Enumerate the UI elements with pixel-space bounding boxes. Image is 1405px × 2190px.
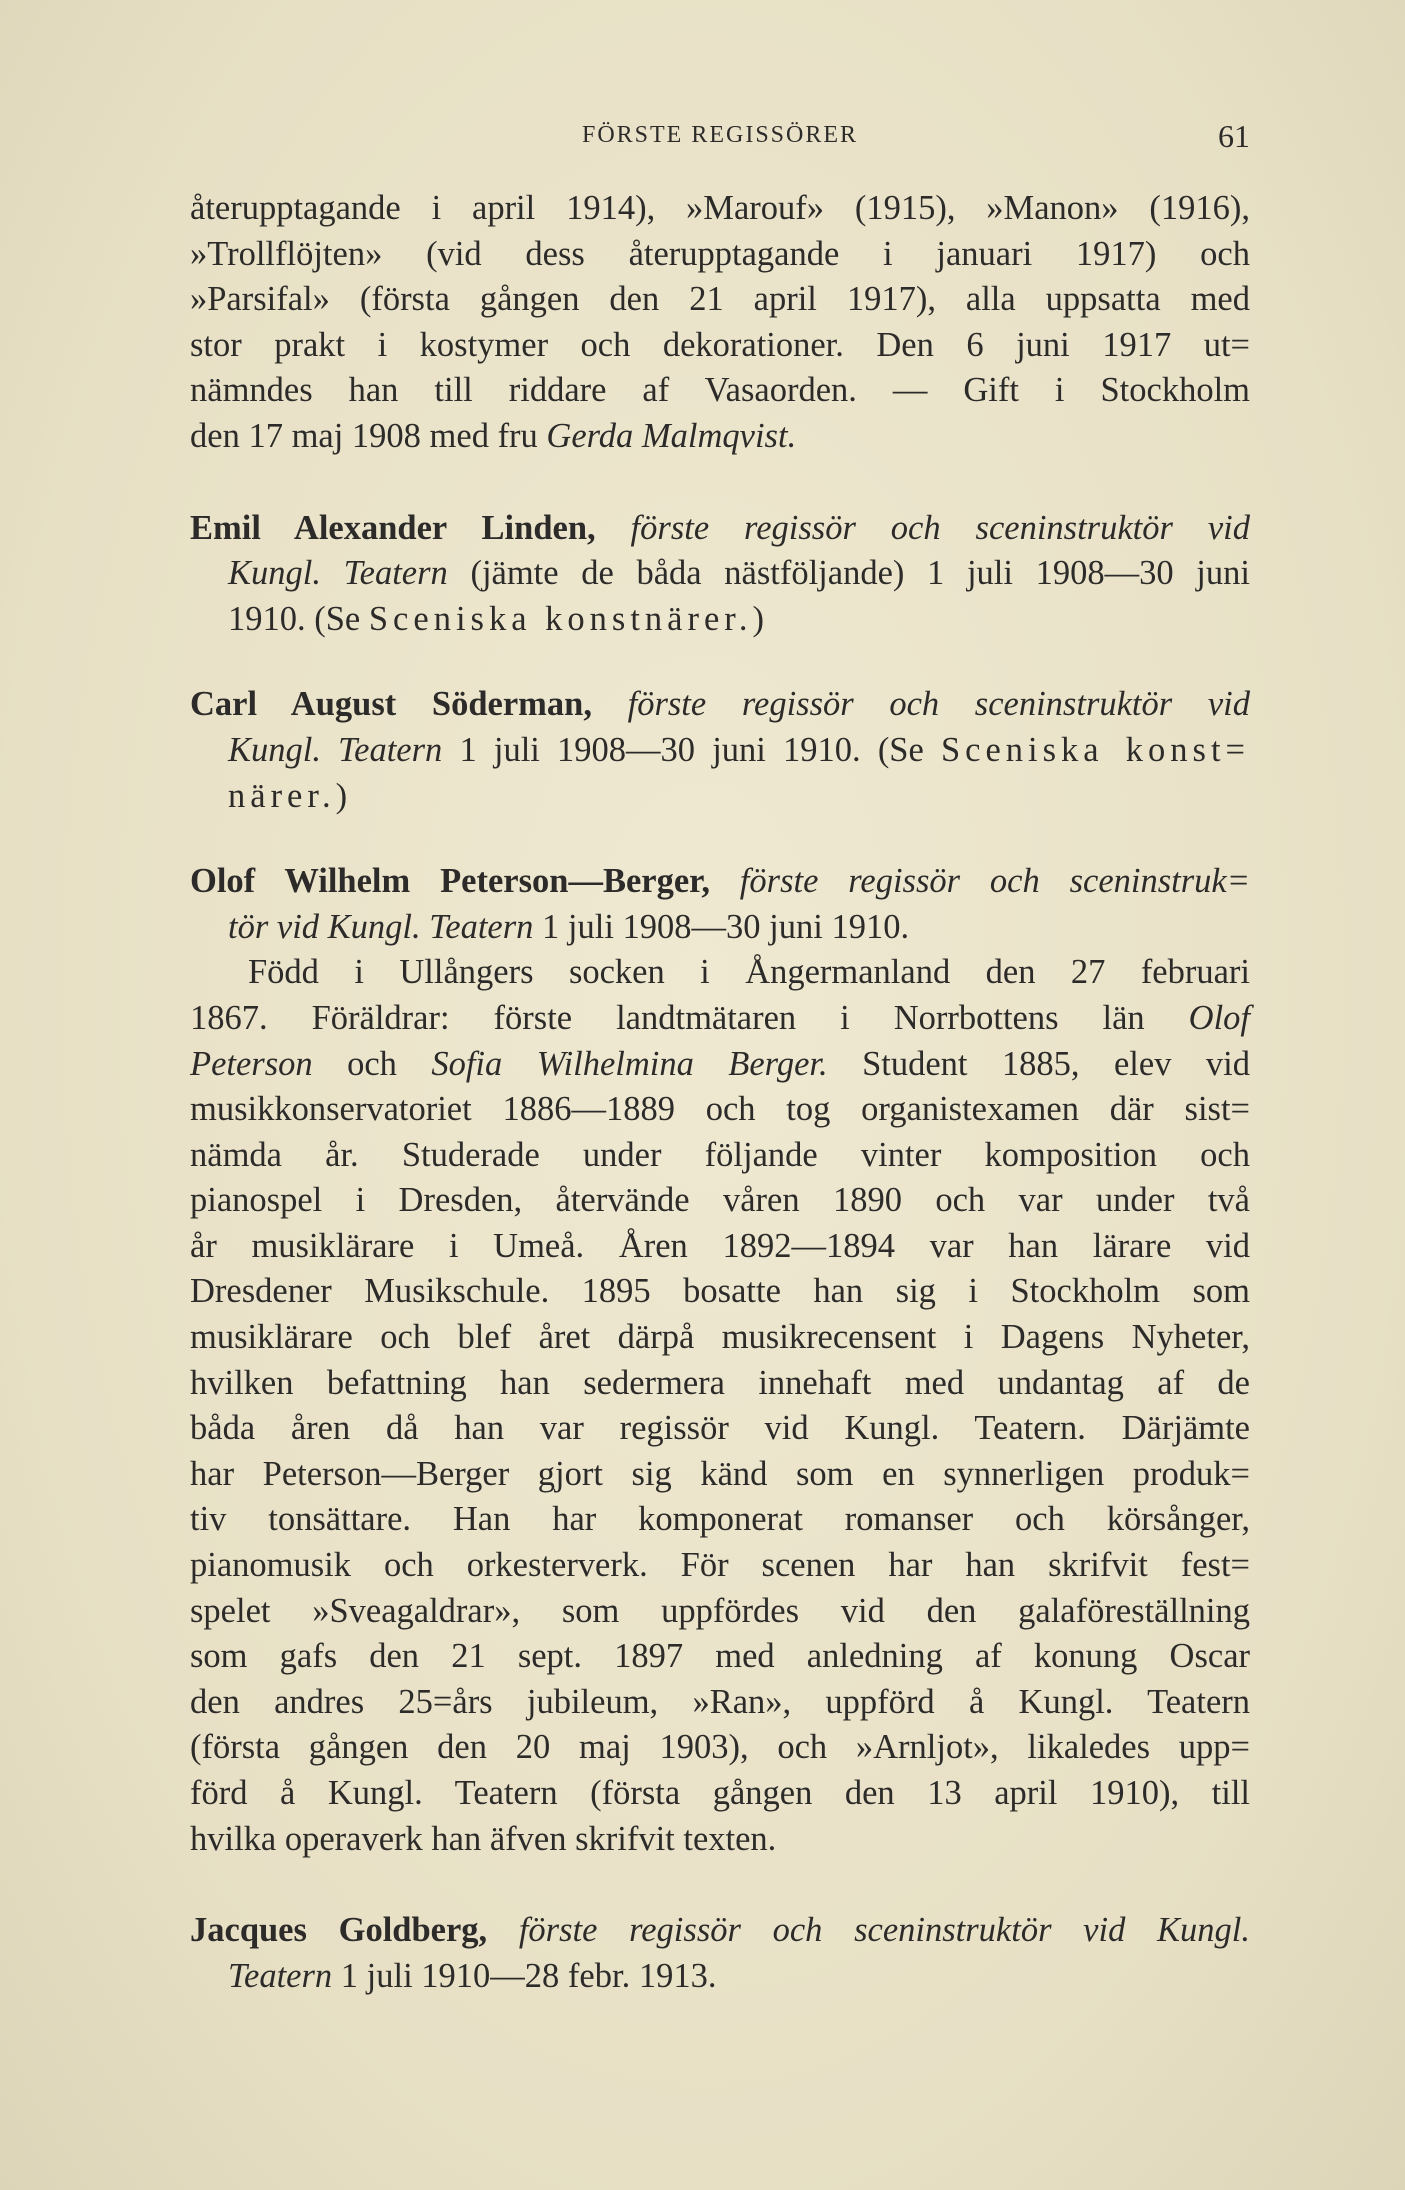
entry-goldberg — [190, 1908, 1250, 1999]
text-line: den 17 maj 1908 med fru Gerda Malmqvist. — [190, 416, 797, 455]
text-line: nämndes han till riddare af Vasaorden. — Gift i Stockholm — [190, 371, 1250, 410]
text-line: har Peterson—Berger gjort sig känd som en synnerligen produk= — [190, 1454, 1250, 1493]
text-line: stor prakt i kostymer och dekorationer. Den 6 juni 1917 ut= — [190, 325, 1250, 364]
text-line: närer.) — [228, 776, 348, 815]
text-line: pianomusik och orkesterverk. För scenen har han skrifvit fest= — [190, 1546, 1250, 1585]
text-line: musikkonservatoriet 1886—1889 och tog organistexamen där sist= — [190, 1090, 1250, 1129]
entry-peterson-berger — [190, 859, 1250, 1862]
text-line: år musiklärare i Umeå. Åren 1892—1894 var han lärare vid — [190, 1226, 1250, 1265]
entry-heading: Jacques Goldberg, förste regissör och sceninstruktör vid Kungl. — [190, 1911, 1250, 1950]
text-line: förd å Kungl. Teatern (första gången den 13 april 1910), till — [190, 1774, 1250, 1812]
text-line: återupptagande i april 1914), »Marouf» (1915), »Manon» (1916), — [190, 189, 1250, 227]
spouse-name: Gerda Malmqvist. — [546, 416, 797, 455]
body-text — [190, 186, 1250, 1999]
text-line: pianospel i Dresden, återvände våren 1890 och var under två — [190, 1181, 1250, 1220]
text-line: tiv tonsättare. Han har komponerat romanser och körsånger, — [190, 1500, 1250, 1539]
text-line: Kungl. Teatern 1 juli 1908—30 juni 1910. (Se Sceniska konst= — [228, 730, 1250, 769]
reference: Sceniska konstnärer. — [368, 599, 753, 638]
text-line: båda åren då han var regissör vid Kungl. Teatern. Därjämte — [190, 1409, 1250, 1448]
text-line: Kungl. Teatern (jämte de båda nästföljande) 1 juli 1908—30 juni — [228, 554, 1250, 593]
person-name: Emil Alexander Linden, — [190, 508, 596, 547]
intro-paragraph — [190, 186, 1250, 460]
text-line: »Parsifal» (första gången den 21 april 1917), alla uppsatta med — [190, 280, 1250, 319]
text-line: nämda år. Studerade under följande vinter komposition och — [190, 1135, 1250, 1174]
entry-soderman — [190, 682, 1250, 819]
text-line: hvilka operaverk han äfven skrifvit texten. — [190, 1819, 777, 1858]
text-line: Född i Ullångers socken i Ångermanland den 27 februari — [248, 953, 1250, 992]
text-line: musiklärare och blef året därpå musikrecensent i Dagens Nyheter, — [190, 1318, 1250, 1357]
text-line: tör vid Kungl. Teatern 1 juli 1908—30 juni 1910. — [228, 907, 910, 946]
text-line: Dresdener Musikschule. 1895 bosatte han sig i Stockholm som — [190, 1272, 1250, 1311]
person-name: Olof Wilhelm Peterson—Berger, — [190, 862, 710, 901]
text-line: Peterson och Sofia Wilhelmina Berger. Student 1885, elev vid — [190, 1044, 1250, 1083]
page-number: 61 — [1218, 118, 1250, 154]
text-line: (första gången den 20 maj 1903), och »Arnljot», likaledes upp= — [190, 1728, 1250, 1767]
text-line: som gafs den 21 sept. 1897 med anledning af konung Oscar — [190, 1637, 1250, 1676]
text-line: hvilken befattning han sedermera innehaft med undantag af de — [190, 1363, 1250, 1402]
text-line: Teatern 1 juli 1910—28 febr. 1913. — [228, 1956, 717, 1995]
text-line: 1867. Föräldrar: förste landtmätaren i Norrbottens län Olof — [190, 998, 1250, 1037]
text-line: spelet »Sveagaldrar», som uppfördes vid den galaföreställning — [190, 1591, 1250, 1630]
text-line: »Trollflöjten» (vid dess återupptagande i januari 1917) och — [190, 234, 1250, 273]
person-name: Jacques Goldberg, — [190, 1911, 488, 1950]
running-title: FÖRSTE REGISSÖRER — [581, 122, 859, 148]
person-name: Carl August Söderman, — [190, 685, 592, 724]
page-header — [190, 118, 1250, 158]
entry-linden — [190, 506, 1250, 643]
reference: Sceniska konst= — [940, 730, 1250, 769]
entry-heading: Olof Wilhelm Peterson—Berger, förste regissör och sceninstruk= — [190, 862, 1250, 901]
entry-heading: Carl August Söderman, förste regissör och sceninstruktör vid — [190, 685, 1250, 724]
text-line: den andres 25=års jubileum, »Ran», uppförd å Kungl. Teatern — [190, 1682, 1250, 1721]
text-line: 1910. (Se Sceniska konstnärer.) — [228, 599, 764, 638]
entry-heading: Emil Alexander Linden, förste regissör och sceninstruktör vid — [190, 508, 1250, 547]
